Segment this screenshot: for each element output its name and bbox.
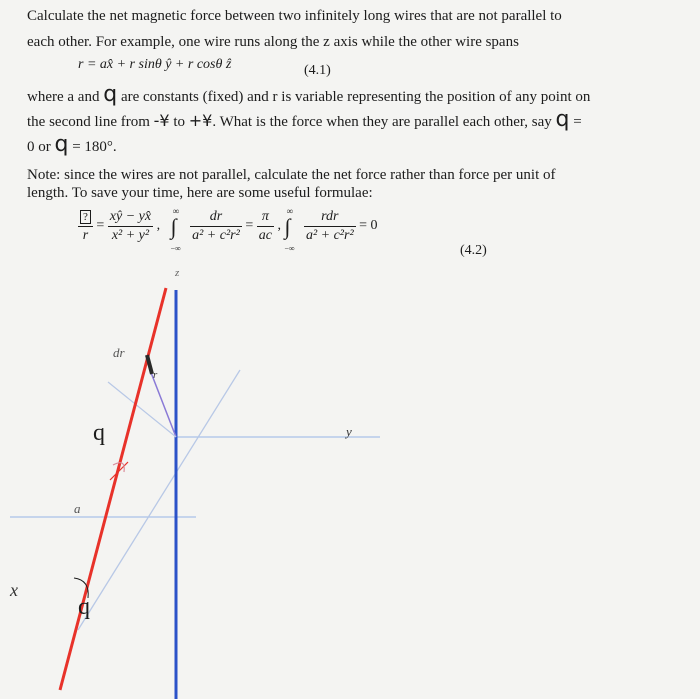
text-segment: where a and — [27, 89, 100, 105]
dr-element — [147, 355, 152, 374]
minus-infinity-glyph: -¥ — [153, 111, 170, 130]
text-segment: . What is the force when they are parallel each other, say — [212, 114, 552, 130]
r-label: r — [153, 369, 158, 381]
equation-number-4-1: (4.1) — [304, 63, 331, 78]
paragraph-line-7: length. To save your time, here are some useful formulae: — [27, 185, 373, 201]
theta-label-upper: q — [93, 420, 105, 446]
text-segment: are constants (fixed) and r is variable representing the position of any point on — [120, 89, 591, 105]
missing-symbol-box: ? — [80, 210, 91, 224]
integral-sign: ∞ ∫ −∞ — [284, 206, 295, 253]
text-segment: = — [573, 114, 582, 130]
formula-3-result: = 0 — [359, 218, 378, 234]
equation-4-1: r = ax̂ + r sinθ ŷ + r cosθ ẑ — [78, 57, 232, 72]
paragraph-line-2: each other. For example, one wire runs along the z axis while the other wire spans — [27, 34, 519, 50]
y-axis-label: y — [346, 424, 352, 439]
a-distance-label: a — [74, 501, 81, 516]
equation-number-4-2: (4.2) — [460, 243, 487, 258]
formula-1-lhs-den: r — [82, 227, 89, 243]
z-axis-label: z — [175, 267, 180, 279]
theta-label-lower: q — [78, 594, 90, 620]
equation-4-2: $\frac{?}{r}$ = $\frac{xŷ - yx̂}{\text{x² + y²}}$ , ∞ ∫ −∞ $\frac{dr}{\text{a² + c²r²}}$ = $\frac{\pi}{ac}$ , ∞ ∫ −∞ $\frac{\text{rdr}}{\text{a² + c²r²}}$ = 0 — [78, 206, 378, 256]
plus-infinity-glyph: +¥ — [188, 111, 213, 130]
formula-2-result: $\frac{\pi}{ac}$ — [258, 208, 272, 243]
text-segment: 0 or — [27, 139, 51, 155]
formula-2-integrand: $\frac{dr}{\text{a² + c²r²}}$ — [192, 208, 240, 243]
paragraph-line-6: Note: since the wires are not parallel, calculate the net force rather than force per unit of — [27, 167, 556, 183]
x-axis — [78, 370, 240, 630]
text-segment: to — [173, 114, 186, 130]
theta-symbol: q — [555, 107, 570, 132]
text-segment: the second line from — [27, 114, 150, 130]
formula-3-integrand: $\frac{\text{rdr}}{\text{a² + c²r²}}$ — [305, 208, 354, 243]
text-segment: = 180°. — [72, 139, 117, 155]
x-axis-label: x — [10, 580, 18, 600]
integral-sign: ∞ ∫ −∞ — [170, 206, 181, 253]
paragraph-line-1: Calculate the net magnetic force between two infinitely long wires that are not parallel to — [27, 8, 562, 24]
theta-symbol: q — [103, 82, 118, 107]
dr-label: dr — [113, 345, 125, 360]
formula-1-rhs: $\frac{xŷ - yx̂}{\text{x² + y²}}$ — [109, 208, 152, 243]
theta-symbol: q — [54, 132, 69, 157]
